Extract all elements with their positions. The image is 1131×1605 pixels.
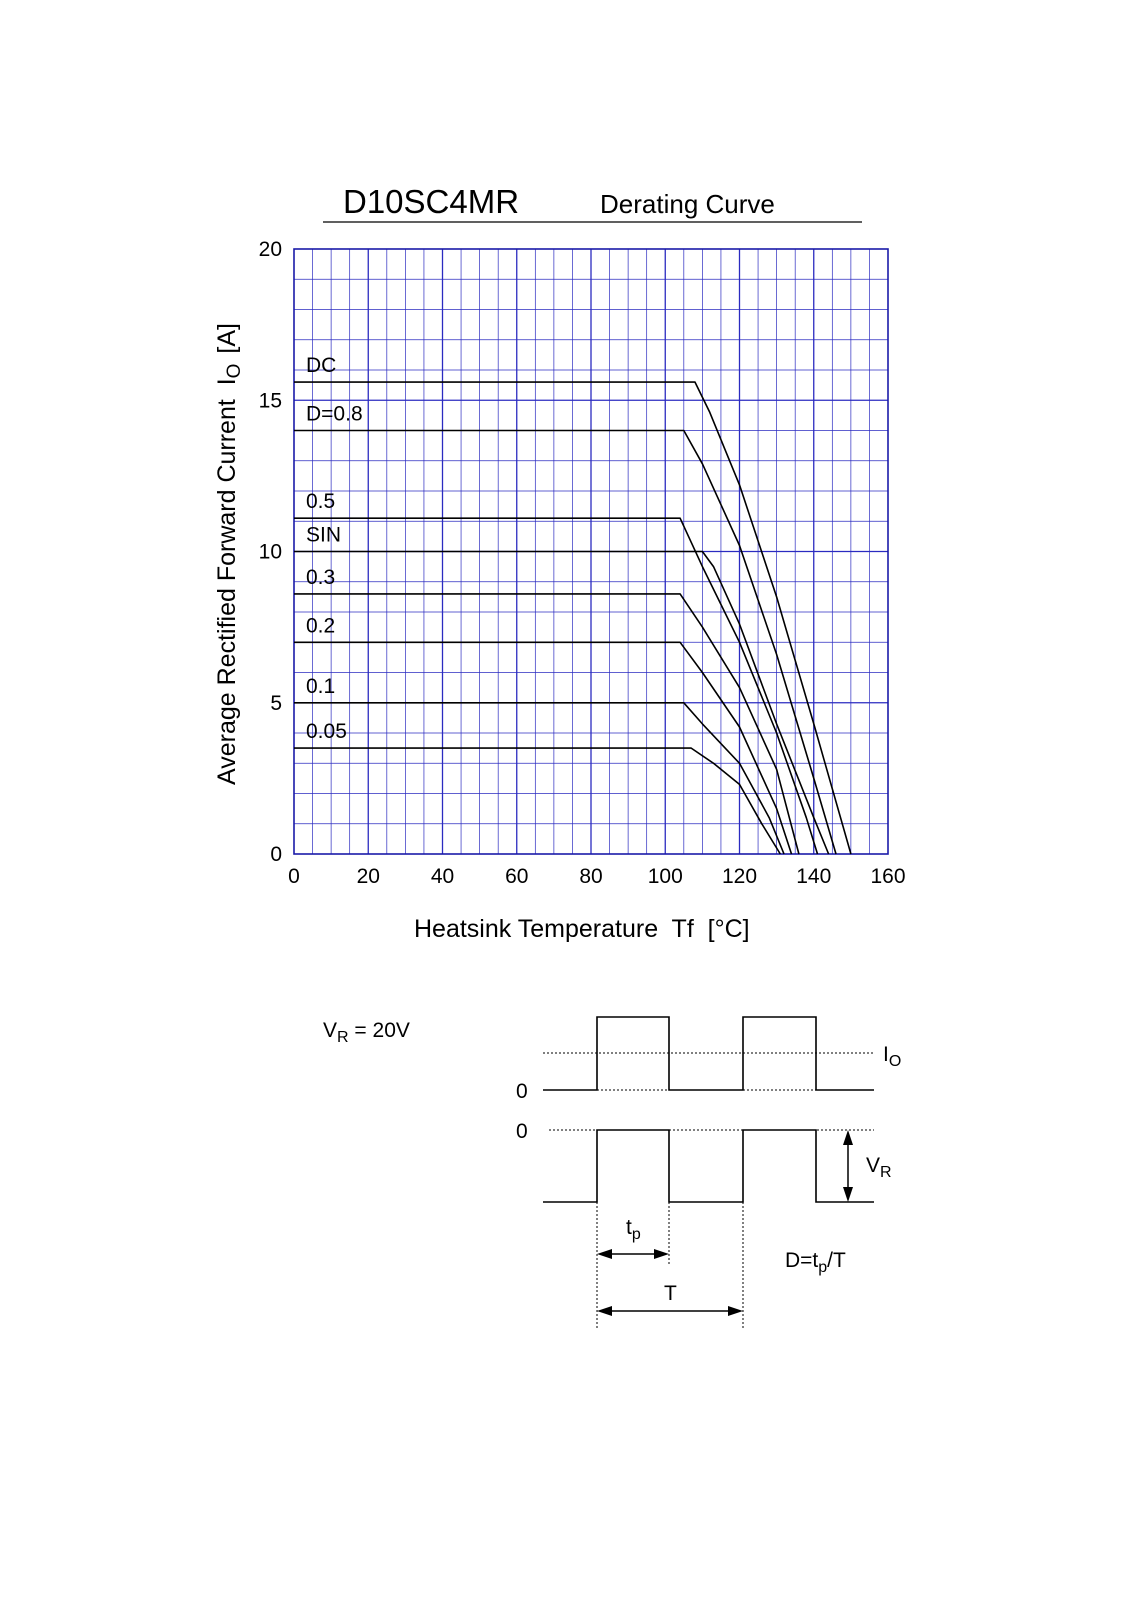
- duty-sub: p: [818, 1259, 828, 1276]
- period-arrowhead-right: [728, 1306, 743, 1316]
- y-axis-title: [213, 323, 245, 785]
- vr-arrowhead-up: [843, 1130, 853, 1145]
- condition-sub: R: [337, 1029, 349, 1046]
- tp-arrowhead-left: [597, 1249, 612, 1259]
- y-tick-label: 0: [270, 843, 282, 866]
- voltage-waveform: [543, 1130, 874, 1202]
- vr-arrowhead-down: [843, 1187, 853, 1202]
- duty-formula: [785, 1249, 846, 1276]
- condition-v: V: [323, 1019, 338, 1042]
- io-label-main: I: [883, 1043, 889, 1066]
- y-tick-label: 10: [258, 540, 282, 564]
- duty-prefix: D=t: [785, 1249, 819, 1272]
- condition-value: = 20V: [348, 1019, 410, 1042]
- x-tick-label: 0: [288, 865, 300, 888]
- period-label: T: [664, 1282, 677, 1305]
- zero-label-top: 0: [516, 1080, 528, 1103]
- curve-label: 0.5: [306, 490, 336, 514]
- curve-0-3: [294, 594, 799, 854]
- x-tick-label: 40: [430, 865, 455, 888]
- x-tick-label: 80: [579, 865, 603, 888]
- x-tick-label: 140: [796, 865, 832, 888]
- duty-suffix: /T: [827, 1249, 846, 1272]
- curve-0-1: [294, 703, 784, 854]
- x-tick-label: 120: [721, 865, 758, 888]
- vr-label-sub: R: [880, 1164, 892, 1181]
- y-axis-title-sub: O: [224, 363, 245, 379]
- x-tick-label: 60: [505, 865, 529, 888]
- curve-label: DC: [306, 354, 337, 378]
- y-tick-labels: [259, 238, 282, 866]
- condition-label: [323, 1019, 410, 1046]
- vr-label: [866, 1154, 892, 1181]
- curve-label: D=0.8: [306, 402, 363, 426]
- tp-label: [626, 1216, 641, 1243]
- x-tick-label: 160: [870, 865, 906, 888]
- period-arrowhead-left: [597, 1306, 612, 1316]
- y-axis-title-main: Average Rectified Forward Current I: [213, 378, 241, 786]
- tp-label-sub: p: [631, 1226, 641, 1243]
- y-axis-title-unit: [A]: [213, 322, 241, 354]
- x-tick-label: 100: [647, 865, 683, 888]
- curve-0-05: [294, 748, 780, 854]
- zero-label-bottom: 0: [516, 1120, 528, 1143]
- part-number: D10SC4MR: [343, 183, 520, 220]
- curve-labels: [306, 354, 363, 743]
- curve-label: SIN: [306, 523, 342, 547]
- y-tick-label: 15: [258, 389, 282, 413]
- curve-label: 0.1: [306, 674, 336, 698]
- y-tick-label: 5: [270, 691, 282, 715]
- io-label-sub: O: [888, 1053, 902, 1070]
- y-tick-label: 20: [258, 238, 282, 261]
- io-label: [883, 1043, 901, 1070]
- vr-label-main: V: [866, 1154, 881, 1177]
- tp-arrowhead-right: [654, 1249, 669, 1259]
- chart-name: Derating Curve: [600, 189, 775, 219]
- curve-label: 0.3: [306, 565, 336, 589]
- curve-label: 0.05: [306, 720, 347, 744]
- tp-label-main: t: [626, 1216, 632, 1239]
- x-tick-labels: [288, 865, 905, 888]
- x-axis-title: Heatsink Temperature Tf [°C]: [414, 915, 750, 943]
- waveform-diagram: [323, 1017, 901, 1328]
- curve-label: 0.2: [306, 614, 336, 638]
- x-tick-label: 20: [356, 865, 380, 888]
